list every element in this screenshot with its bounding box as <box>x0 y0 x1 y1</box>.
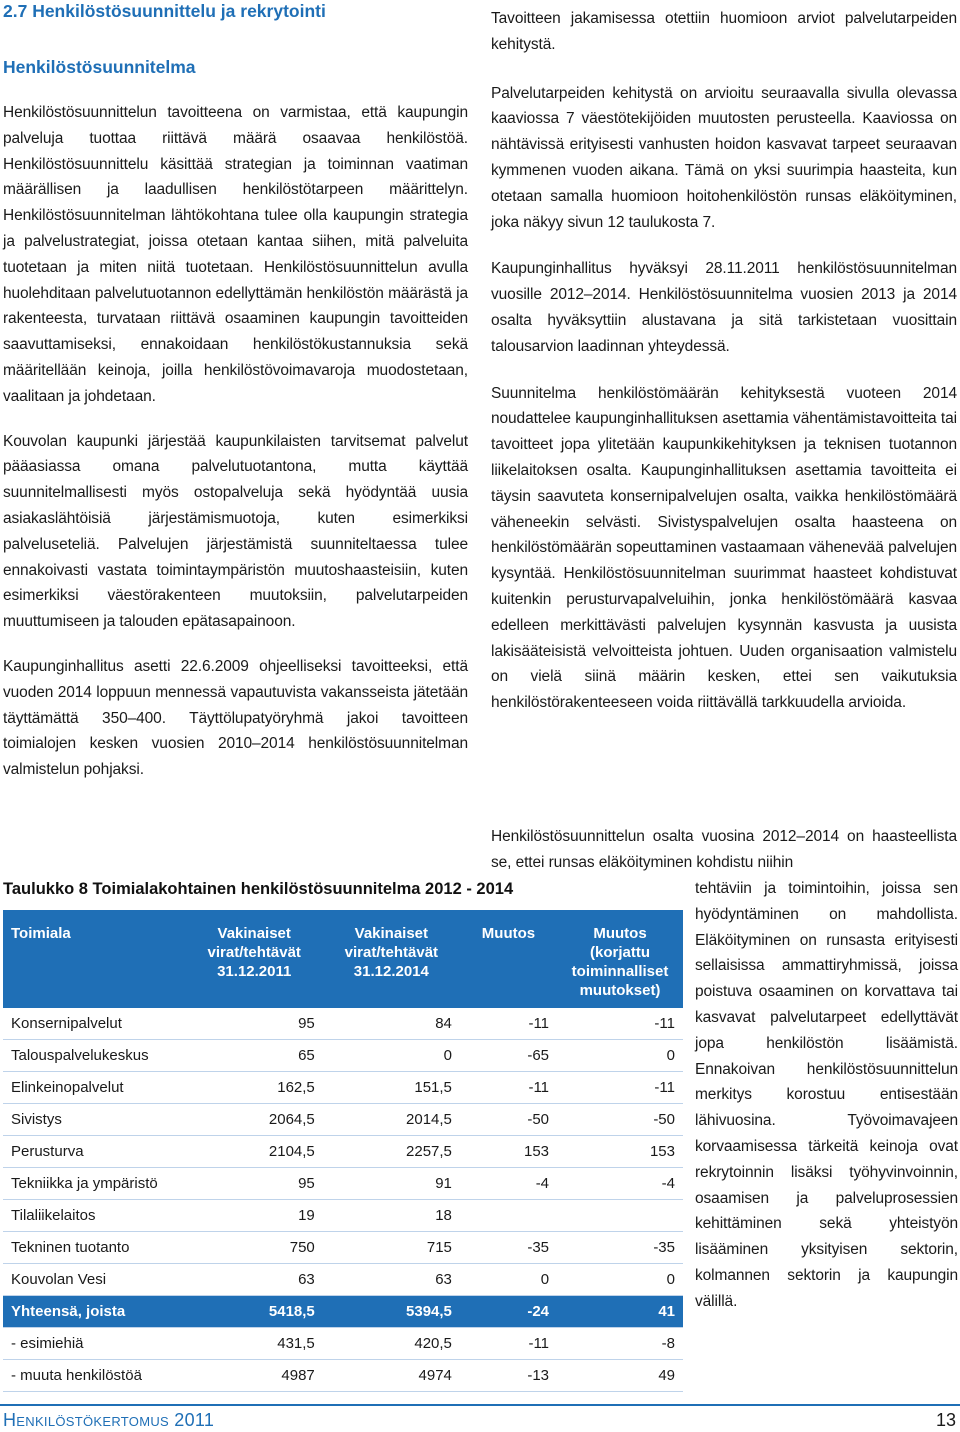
header-virat-2014: Vakinaiset virat/tehtävät 31.12.2014 <box>344 925 439 980</box>
table-cell <box>460 1200 557 1232</box>
table-cell: 63 <box>323 1264 460 1296</box>
table-cell: 49 <box>557 1360 683 1392</box>
table-cell: 18 <box>323 1200 460 1232</box>
header-muutos-korjattu: Muutos (korjattu toiminnalliset muutokset) <box>571 925 669 999</box>
table-cell: Tilaliikelaitos <box>3 1200 186 1232</box>
table-cell: Perusturva <box>3 1136 186 1168</box>
table-cell: -11 <box>460 1328 557 1360</box>
table-cell: 4974 <box>323 1360 460 1392</box>
table-body <box>3 1008 683 1392</box>
table-cell: -11 <box>557 1072 683 1104</box>
table-cell: Talouspalvelukeskus <box>3 1040 186 1072</box>
table-cell: 41 <box>557 1296 683 1328</box>
header-muutos: Muutos <box>481 925 536 942</box>
footer-rule <box>0 1404 960 1406</box>
table-row <box>3 1104 683 1136</box>
table-cell: 0 <box>557 1040 683 1072</box>
table-total-row <box>3 1296 683 1328</box>
left-paragraph-1: Henkilöstösuunnittelun tavoitteena on varmistaa, että kaupungin palveluja tuottaa riittävä määrä osaavaa henkilöstöä. Henkilöstösuunnittelu käsittää strategian ja toiminnan vaatiman määrällisen ja laadullisen henkilöstötarpeen määrittelyn. Henkilöstösuunnitelman lähtökohtana tulee olla kaupungin strategia ja palvelustrategiat, joissa otetaan kantaa siihen, mitä palveluita tuotetaan ja miten niitä tuotetaan. Henkilöstösuunnittelun avulla huolehditaan palvelutuotannon edellyttämän henkilöstön määrästä ja rakenteesta, turvataan riittävä osaaminen kaupungin tavoitteiden saavuttamiseksi, ennakoidaan henkilöstökustannuksia sekä määritellään keinoja, joilla henkilöstövoimavaroja muodostetaan, vaalitaan ja johdetaan. <box>3 104 468 405</box>
table-cell: -50 <box>557 1104 683 1136</box>
table-cell: 91 <box>323 1168 460 1200</box>
table-cell: 63 <box>186 1264 323 1296</box>
staff-plan-table <box>3 910 683 1392</box>
table-cell: Sivistys <box>3 1104 186 1136</box>
table-cell: -50 <box>460 1104 557 1136</box>
table-cell: 0 <box>557 1264 683 1296</box>
table-cell: Tekninen tuotanto <box>3 1232 186 1264</box>
table-cell: 95 <box>186 1168 323 1200</box>
table-cell: 0 <box>323 1040 460 1072</box>
table-row <box>3 1264 683 1296</box>
table-cell: 95 <box>186 1008 323 1040</box>
table-row <box>3 1008 683 1040</box>
right-paragraph-4: Suunnitelma henkilöstömäärän kehityksestä vuoteen 2014 noudattelee kaupunginhallituksen asettamia vähentämistavoitteita tai tavoitteet jopa ylitetään kaupunkikehityksen ja teknisen tuotannon liikelaitoksen osalta. Kaupunginhallituksen asettamia tavoitteita ei täysin saavuteta konsernipalvelujen osalta, vaikka henkilöstömäärä väheneekin selvästi. Sivistyspalvelujen osalta haasteena on henkilöstömäärän sopeuttaminen vastaamaan vähenevää palvelujen kysyntää. Henkilöstösuunnitelman suurimmat haasteet kohdistuvat kuitenkin perusturvapalveluihin, jonka henkilöstömäärä kasvaa edelleen merkittävästi palvelujen kysynnän kasvusta ja uusista lakisääteisistä velvoitteista johtuen. Uuden organisaation valmistelu on vielä siinä määrin kesken, ettei sen vaikutuksia henkilöstörakenteeseen voida riittävällä tarkkuudella arvioida. <box>491 384 957 712</box>
table-cell: -11 <box>557 1008 683 1040</box>
table-cell: 0 <box>460 1264 557 1296</box>
section-title: 2.7 Henkilöstösuunnittelu ja rekrytointi <box>3 1 326 21</box>
right-column <box>491 6 957 737</box>
table-cell: Tekniikka ja ympäristö <box>3 1168 186 1200</box>
table-cell: 5418,5 <box>186 1296 323 1328</box>
table-row <box>3 1200 683 1232</box>
narrow-column <box>695 876 958 1315</box>
table-cell: - muuta henkilöstöä <box>3 1360 186 1392</box>
table-row <box>3 1136 683 1168</box>
table-cell: -35 <box>460 1232 557 1264</box>
table-row <box>3 1040 683 1072</box>
table-cell: 2104,5 <box>186 1136 323 1168</box>
right-paragraph-3: Kaupunginhallitus hyväksyi 28.11.2011 henkilöstösuunnitelman vuosille 2012–2014. Henkilöstösuunnitelma vuosien 2013 ja 2014 osalta hyväksyttiin alustavana ja sitä tarkistetaan vuosittain talousarvion laadinnan yhteydessä. <box>491 260 957 355</box>
table-row <box>3 1072 683 1104</box>
table-cell: Konsernipalvelut <box>3 1008 186 1040</box>
table-cell: 2064,5 <box>186 1104 323 1136</box>
table-cell: -11 <box>460 1072 557 1104</box>
table-cell: 4987 <box>186 1360 323 1392</box>
table-cell: -65 <box>460 1040 557 1072</box>
table-header-row <box>3 910 683 1008</box>
table-cell <box>557 1200 683 1232</box>
table-cell: 153 <box>460 1136 557 1168</box>
left-paragraph-3: Kaupunginhallitus asetti 22.6.2009 ohjeelliseksi tavoitteeksi, että vuoden 2014 loppuun mennessä vapautuvista vakansseista jätetään täyttämättä 350–400. Täyttölupatyöryhmä jakoi tavoitteen toimialojen kesken vuosien 2010–2014 henkilöstösuunnitelman valmistelun pohjaksi. <box>3 657 468 779</box>
table-title: Taulukko 8 Toimialakohtainen henkilöstösuunnitelma 2012 - 2014 <box>3 880 514 898</box>
header-virat-2011: Vakinaiset virat/tehtävät 31.12.2011 <box>207 925 301 980</box>
table-cell: 162,5 <box>186 1072 323 1104</box>
table-row <box>3 1232 683 1264</box>
table-cell: 715 <box>323 1232 460 1264</box>
table-cell: Yhteensä, joista <box>3 1296 186 1328</box>
table-cell: -11 <box>460 1008 557 1040</box>
footer-title: Henkilöstökertomus 2011 <box>3 1410 215 1430</box>
table-cell: 420,5 <box>323 1328 460 1360</box>
subsection-title: Henkilöstösuunnitelma <box>3 57 196 77</box>
right-paragraph-5-start: Henkilöstösuunnittelun osalta vuosina 2012–2014 on haasteellista se, ettei runsas eläköityminen kohdistu niihin <box>491 828 957 871</box>
table-cell: -13 <box>460 1360 557 1392</box>
right-paragraph-1: Tavoitteen jakamisessa otettiin huomioon arviot palvelutarpeiden kehitystä. <box>491 10 957 53</box>
table-cell: -24 <box>460 1296 557 1328</box>
table-cell: 431,5 <box>186 1328 323 1360</box>
table-cell: 750 <box>186 1232 323 1264</box>
table-cell: 84 <box>323 1008 460 1040</box>
table-cell: 151,5 <box>323 1072 460 1104</box>
page-number: 13 <box>935 1410 956 1430</box>
table-cell: -4 <box>557 1168 683 1200</box>
left-column <box>3 0 468 802</box>
table-cell: 5394,5 <box>323 1296 460 1328</box>
table-row <box>3 1168 683 1200</box>
table-cell: 153 <box>557 1136 683 1168</box>
right-paragraph-5-continued: tehtäviin ja toimintoihin, joissa sen hyödyntäminen on mahdollista. Eläköityminen on runsasta erityisesti sellaisissa ammattiryhmissä, joissa poistuva osaaminen on korvattava tai kasvavat palvelutarpeet edellyttävät jopa henkilöstön lisäämistä. Ennakoivan henkilöstösuunnittelun merkitys korostuu entisestään lähivuosina. Työvoimavajeen korvaamisessa tärkeitä keinoja ovat rekrytoinnin lisäksi työhyvinvoinnin, osaamisen ja palveluprosessien kehittäminen sekä yhteistyön lisääminen yksityisen sektorin, kolmannen sektorin ja kaupungin välillä. <box>695 880 958 1310</box>
table-cell: 2257,5 <box>323 1136 460 1168</box>
table-cell: 19 <box>186 1200 323 1232</box>
left-paragraph-2: Kouvolan kaupunki järjestää kaupunkilaisten tarvitsemat palvelut pääasiassa omana palvelutuotantona, mutta käyttää suunnitelmallisesti myös ostopalveluja sekä hyödyntää uusia asiakaslähtöisiä järjestämismuotoja, kuten esimerkiksi palveluseteliä. Palvelujen järjestämistä suunniteltaessa tulee ennakoivasti vastata toimintaympäristön muutoshaasteisiin, kuten esimerkiksi väestörakenteen muutoksiin, palvelutarpeiden muuttumiseen ja talouden epätasapainoon. <box>3 432 468 631</box>
header-toimiala: Toimiala <box>11 925 71 942</box>
right-paragraph-2: Palvelutarpeiden kehitystä on arvioitu seuraavalla sivulla olevassa kaaviossa 7 väestötekijöiden muutosten perusteella. Kaaviossa on nähtävissä erityisesti vanhusten hoidon kasvavat tarpeet seuraavan kymmenen vuoden aikana. Tämä on yksi suurimpia haasteita, kun otetaan samalla huomioon hoitohenkilöstön runsas eläköityminen, joka näkyy sivun 12 taulukosta 7. <box>491 84 957 231</box>
table-cell: -8 <box>557 1328 683 1360</box>
table-cell: Kouvolan Vesi <box>3 1264 186 1296</box>
table-row <box>3 1328 683 1360</box>
table-cell: -35 <box>557 1232 683 1264</box>
table-cell: - esimiehiä <box>3 1328 186 1360</box>
table-cell: 65 <box>186 1040 323 1072</box>
table-cell: 2014,5 <box>323 1104 460 1136</box>
table-row <box>3 1360 683 1392</box>
table-cell: -4 <box>460 1168 557 1200</box>
table-cell: Elinkeinopalvelut <box>3 1072 186 1104</box>
